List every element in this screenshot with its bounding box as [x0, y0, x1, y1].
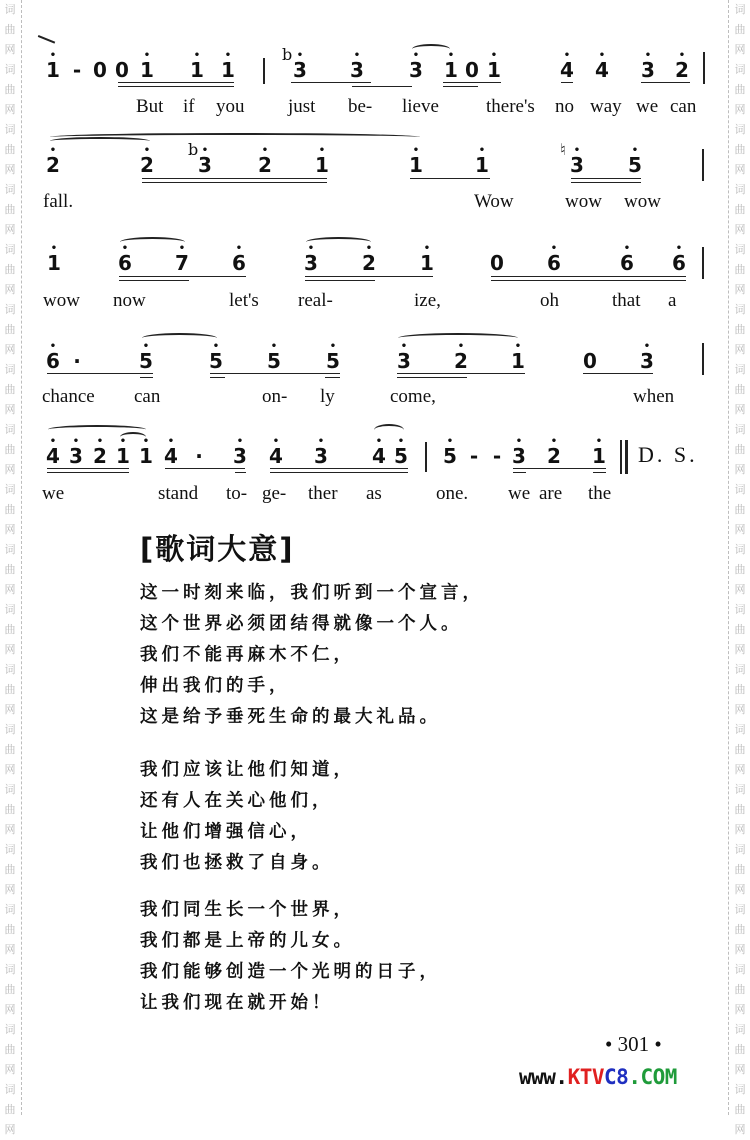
beam: [118, 86, 234, 87]
watermark-stamp: 词 曲 网: [734, 1023, 746, 1076]
score-row-1: [0, 0, 750, 125]
lyric: if: [183, 96, 195, 117]
lyric: come,: [390, 386, 436, 407]
dash: -: [469, 444, 479, 468]
site-com: .COM: [628, 1065, 677, 1089]
meaning-paragraph-1: [140, 578, 484, 733]
beam: [210, 373, 340, 374]
meaning-line: 伸出我们的手，: [140, 676, 291, 696]
meaning-line: 这是给予垂死生命的最大礼品。: [140, 707, 441, 727]
lyric: to-: [226, 483, 248, 504]
watermark-stamp: 词 曲 网: [4, 243, 16, 296]
note: 2 •: [454, 341, 468, 373]
note: 1 •: [140, 50, 154, 82]
lyric: one.: [436, 483, 469, 504]
note: 7 •: [175, 243, 189, 275]
lyric: lieve: [402, 96, 439, 117]
meaning-line: 我们也拯救了自身。: [140, 853, 334, 873]
watermark-stamp: 词 曲 网: [4, 843, 16, 896]
lyric: real-: [298, 290, 333, 311]
rest: 0: [490, 251, 504, 275]
note: 3 •: [198, 145, 212, 177]
page-number: • 301 •: [605, 1032, 662, 1056]
final-barline-thick: [625, 440, 628, 474]
note: 5 •: [267, 341, 281, 373]
beam: [270, 468, 408, 469]
note: 1 •: [47, 243, 61, 275]
note: 6 •: [672, 243, 686, 275]
watermark-stamp: 词 曲 网: [4, 783, 16, 836]
lyric: wow: [565, 191, 602, 212]
lyric: the: [588, 483, 612, 504]
beam: [352, 86, 412, 87]
note: 2 •: [140, 145, 154, 177]
watermark-stamp: 词 曲 网: [734, 603, 746, 656]
note: 4 •: [164, 436, 178, 468]
note: 1 •: [475, 145, 489, 177]
watermark-stamp: 词 曲 网: [734, 543, 746, 596]
note: 6 •: [46, 341, 60, 373]
meaning-line: 我们应该让他们知道，: [140, 760, 355, 780]
barline: [425, 442, 427, 472]
note: 1 •: [190, 50, 204, 82]
note: 4 •: [560, 50, 574, 82]
lyric: that: [612, 290, 641, 311]
meaning-line: 这一时刻来临，我们听到一个宣言，: [140, 583, 484, 603]
site-c8: C8: [604, 1065, 629, 1089]
note: 1 •: [116, 436, 130, 468]
meaning-line: 让他们增强信心，: [140, 822, 312, 842]
beam: [491, 280, 686, 281]
beam: [561, 82, 573, 83]
watermark-stamp: 词 曲 网: [734, 483, 746, 536]
beam: [210, 377, 225, 378]
note: 1 •: [511, 341, 525, 373]
score-row-3: [0, 225, 750, 325]
beam: [513, 468, 606, 469]
beam: [47, 468, 129, 469]
lyric: ize,: [414, 290, 441, 311]
lyric: when: [633, 386, 675, 407]
tie-mark: [35, 35, 55, 51]
note: 6 •: [118, 243, 132, 275]
note: 6 •: [547, 243, 561, 275]
watermark-stamp: 词 曲 网: [4, 1083, 16, 1136]
watermark-stamp: 词 曲 网: [4, 903, 16, 956]
dot-augment: ·: [73, 349, 81, 373]
watermark-stamp: 词 曲 网: [734, 963, 746, 1016]
beam: [583, 373, 653, 374]
final-barline-thin: [620, 440, 622, 474]
lyric: you: [216, 96, 245, 117]
watermark-stamp: 词 曲 网: [4, 663, 16, 716]
barline: [703, 52, 705, 84]
lyric: a: [668, 290, 677, 311]
meaning-line: 这个世界必须团结得就像一个人。: [140, 614, 463, 634]
watermark-stamp: 词 曲 网: [4, 963, 16, 1016]
note: 2 •: [93, 436, 107, 468]
note: 3 •: [397, 341, 411, 373]
note: 1 •: [221, 50, 235, 82]
beam: [140, 377, 153, 378]
lyric: now: [113, 290, 146, 311]
lyric: can: [670, 96, 697, 117]
beam: [291, 82, 371, 83]
watermark-stamp: 词 曲 网: [4, 1023, 16, 1076]
lyric: oh: [540, 290, 559, 311]
note: 4 •: [46, 436, 60, 468]
score-row-2: [0, 125, 750, 225]
beam: [305, 280, 375, 281]
note: 1 •: [592, 436, 606, 468]
note: 3 •: [350, 50, 364, 82]
watermark-stamp: 词 曲 网: [734, 903, 746, 956]
lyric: wow: [624, 191, 661, 212]
note: 3 •: [641, 50, 655, 82]
watermark-stamp: 词 曲 网: [734, 783, 746, 836]
score-row-4: [0, 325, 750, 425]
site-watermark: [519, 1065, 677, 1089]
note: 5 •: [209, 341, 223, 373]
watermark-stamp: 词 曲 网: [734, 303, 746, 356]
natural-accidental: ♮: [560, 140, 566, 159]
meaning-paragraph-3: [140, 895, 441, 1019]
beam: [397, 377, 467, 378]
note: 3 •: [233, 436, 247, 468]
note: 1 •: [487, 50, 501, 82]
barline: [702, 343, 704, 375]
note: 4 •: [269, 436, 283, 468]
lyric: on-: [262, 386, 288, 407]
meaning-line: 让我们现在就开始！: [140, 993, 334, 1013]
beam: [641, 82, 690, 83]
watermark-stamp: 词 曲 网: [734, 423, 746, 476]
note: 4 •: [372, 436, 386, 468]
note: 1 •: [444, 50, 458, 82]
note: 5 •: [394, 436, 408, 468]
note: 2 •: [547, 436, 561, 468]
lyric: fall.: [43, 191, 74, 212]
watermark-stamp: 词 曲 网: [734, 63, 746, 116]
note: 3 •: [293, 50, 307, 82]
watermark-stamp: 词 曲 网: [734, 363, 746, 416]
barline: [702, 247, 704, 279]
lyric: just: [288, 96, 316, 117]
beam: [443, 86, 478, 87]
note: 2 •: [362, 243, 376, 275]
watermark-stamp: 词 曲 网: [4, 303, 16, 356]
watermark-stamp: 词 曲 网: [4, 723, 16, 776]
watermark-stamp: 词 曲 网: [734, 663, 746, 716]
note: 5 •: [326, 341, 340, 373]
beam: [410, 178, 490, 179]
lyric: stand: [158, 483, 199, 504]
meaning-line: 还有人在关心他们，: [140, 791, 334, 811]
slur: [374, 424, 404, 436]
meaning-line: 我们能够创造一个光明的日子，: [140, 962, 441, 982]
beam: [491, 276, 686, 277]
note: 1 •: [420, 243, 434, 275]
beam: [513, 472, 526, 473]
watermark-stamp: 词 曲 网: [4, 543, 16, 596]
lyric: But: [136, 96, 164, 117]
lyric: let's: [229, 290, 259, 311]
note: 2 •: [258, 145, 272, 177]
note: 3 •: [69, 436, 83, 468]
watermark-stamp: 词 曲 网: [734, 1083, 746, 1136]
watermark-stamp: 词 曲 网: [734, 843, 746, 896]
beam: [235, 472, 246, 473]
lyric: no: [555, 96, 574, 117]
flat-accidental: b: [188, 140, 199, 159]
watermark-stamp: 词 曲 网: [4, 63, 16, 116]
beam: [443, 82, 501, 83]
watermark-stamp: 词 曲 网: [734, 183, 746, 236]
site-www: www.: [519, 1065, 568, 1089]
note: 3 •: [570, 145, 584, 177]
rest: 0: [93, 58, 107, 82]
note: 3 •: [314, 436, 328, 468]
beam: [270, 472, 408, 473]
meaning-line: 我们不能再麻木不仁，: [140, 645, 355, 665]
beam: [119, 280, 189, 281]
lyric: we: [42, 483, 65, 504]
note: 2 •: [675, 50, 689, 82]
note: 1 •: [46, 50, 60, 82]
note: 6 •: [232, 243, 246, 275]
watermark-stamp: 词 曲 网: [4, 603, 16, 656]
beam: [571, 182, 641, 183]
note: 3 •: [409, 50, 423, 82]
watermark-stamp: 词 曲 网: [4, 423, 16, 476]
note: 4 •: [595, 50, 609, 82]
watermark-stamp: 词 曲 网: [4, 123, 16, 176]
barline: [702, 149, 704, 181]
watermark-stamp: 词 曲 网: [4, 183, 16, 236]
tie: [50, 137, 150, 145]
lyric: ther: [308, 483, 338, 504]
beam: [119, 276, 246, 277]
beam: [325, 377, 340, 378]
watermark-stamp: 词 曲 网: [4, 483, 16, 536]
beam: [593, 472, 606, 473]
note: 5 •: [139, 341, 153, 373]
beam: [397, 373, 525, 374]
note: 2 •: [46, 145, 60, 177]
score-row-5: [0, 420, 750, 520]
barline: [263, 58, 265, 84]
beam: [142, 178, 327, 179]
lyric: we: [508, 483, 531, 504]
watermark-stamp: 词 曲 网: [734, 3, 746, 56]
beam: [142, 182, 327, 183]
lyric: Wow: [474, 191, 514, 212]
lyric: ge-: [262, 483, 287, 504]
ds-marking: D. S.: [638, 442, 698, 467]
lyric: there's: [486, 96, 535, 117]
meaning-paragraph-2: [140, 755, 355, 879]
lyric: can: [134, 386, 161, 407]
rest: 0: [115, 58, 129, 82]
watermark-stamp: 词 曲 网: [4, 363, 16, 416]
lyric: as: [366, 483, 382, 504]
beam: [305, 276, 433, 277]
watermark-stamp: 词 曲 网: [4, 3, 16, 56]
note: 1 •: [315, 145, 329, 177]
site-ktv: KTV: [567, 1065, 605, 1089]
lyric: wow: [43, 290, 80, 311]
lyric: are: [539, 483, 563, 504]
lyric: be-: [348, 96, 373, 117]
beam: [47, 373, 153, 374]
beam: [165, 468, 245, 469]
watermark-stamp: 词 曲 网: [734, 243, 746, 296]
rest: 0: [583, 349, 597, 373]
lyric: chance: [42, 386, 95, 407]
note: 3 •: [304, 243, 318, 275]
note: 1 •: [409, 145, 423, 177]
rest: 0: [465, 58, 479, 82]
dash: -: [72, 58, 82, 82]
beam: [571, 178, 641, 179]
beam: [47, 472, 129, 473]
meaning-line: 我们都是上帝的儿女。: [140, 931, 355, 951]
dot-augment: ·: [195, 444, 203, 468]
note: 3 •: [512, 436, 526, 468]
note: 6 •: [620, 243, 634, 275]
lyric: ly: [320, 386, 335, 407]
lyric: way: [590, 96, 622, 117]
dash: -: [492, 444, 502, 468]
slur: [142, 333, 217, 343]
watermark-stamp: 词 曲 网: [734, 723, 746, 776]
meaning-line: 我们同生长一个世界，: [140, 900, 355, 920]
note: 1 •: [139, 436, 153, 468]
lyric: we: [636, 96, 659, 117]
watermark-stamp: 词 曲 网: [734, 123, 746, 176]
section-heading: [歌词大意]: [140, 532, 295, 566]
flat-accidental: b: [282, 45, 293, 64]
note: 5 •: [443, 436, 457, 468]
note: 5 •: [628, 145, 642, 177]
note: 3 •: [640, 341, 654, 373]
beam: [118, 82, 234, 83]
